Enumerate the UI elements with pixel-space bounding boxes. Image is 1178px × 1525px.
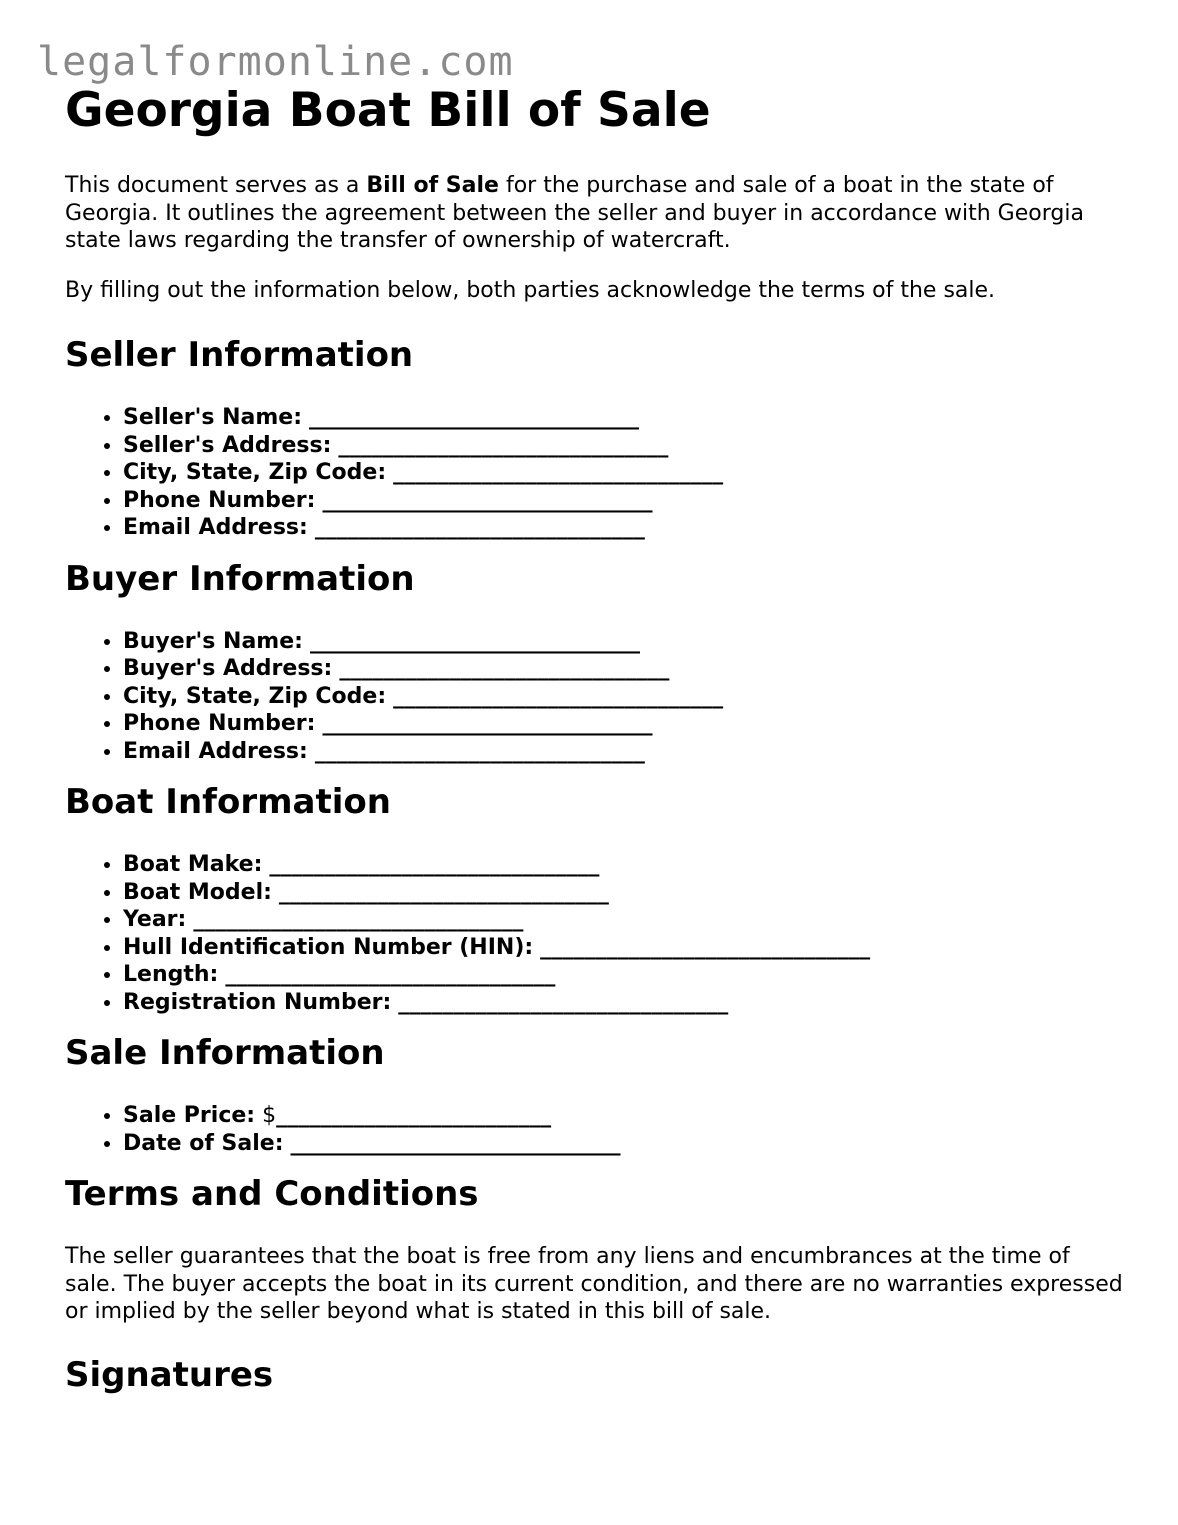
- sale-heading: Sale Information: [65, 1033, 385, 1073]
- signatures-heading: Signatures: [65, 1354, 274, 1395]
- field-label: Seller's Address:: [123, 432, 332, 458]
- fill-blank[interactable]: ______________________________: [314, 515, 645, 540]
- field-label: Buyer's Name:: [123, 628, 303, 654]
- boat-hin-field[interactable]: [123, 934, 1125, 962]
- acknowledge-paragraph: By filling out the information below, both parties acknowledge the terms of the sale.: [65, 277, 996, 303]
- buyer-heading: Buyer Information: [65, 558, 415, 599]
- fill-blank[interactable]: ______________________________: [322, 487, 653, 513]
- fill-blank[interactable]: ______________________________: [322, 711, 653, 736]
- fill-blank[interactable]: ______________________________: [290, 1130, 621, 1156]
- terms-heading: Terms and Conditions: [65, 1174, 479, 1214]
- fill-blank[interactable]: ______________________________: [278, 879, 609, 905]
- seller-address-field[interactable]: [123, 432, 1125, 460]
- boat-make-field[interactable]: [123, 851, 1125, 879]
- sale-field-list: [65, 1102, 1125, 1157]
- sale-price-field[interactable]: [123, 1102, 1125, 1130]
- fill-blank[interactable]: ______________________________: [314, 738, 645, 764]
- fill-blank[interactable]: ______________________________: [540, 934, 871, 960]
- fill-blank[interactable]: ______________________________: [338, 432, 669, 458]
- field-label: Phone Number:: [123, 487, 316, 513]
- field-label: Date of Sale:: [123, 1130, 284, 1156]
- buyer-address-field[interactable]: [123, 655, 1125, 683]
- fill-blank[interactable]: ______________________________: [393, 683, 724, 709]
- fill-blank[interactable]: ______________________________: [269, 852, 600, 877]
- field-label: Sale Price:: [123, 1103, 256, 1128]
- field-label: Email Address:: [123, 738, 308, 764]
- seller-name-field[interactable]: [123, 404, 1125, 432]
- field-label: City, State, Zip Code:: [123, 460, 387, 485]
- field-label: City, State, Zip Code:: [123, 683, 387, 709]
- seller-heading: Seller Information: [65, 335, 414, 375]
- field-label: Boat Model:: [123, 879, 272, 905]
- buyer-email-field[interactable]: [123, 738, 1125, 766]
- fill-blank[interactable]: ______________________________: [225, 962, 556, 987]
- buyer-name-field[interactable]: [123, 628, 1125, 656]
- seller-field-list: [65, 404, 1125, 542]
- dollar-sign: $: [262, 1103, 277, 1128]
- watermark: legalformonline.com: [37, 39, 514, 85]
- field-label: Length:: [123, 962, 219, 987]
- buyer-field-list: [65, 628, 1125, 766]
- fill-blank[interactable]: ______________________________: [398, 989, 729, 1015]
- fill-blank[interactable]: ______________________________: [193, 907, 524, 932]
- intro-bold-text: Bill of Sale: [366, 173, 499, 198]
- fill-blank[interactable]: ______________________________: [309, 405, 640, 430]
- intro-text-after: for the purchase and sale of a boat in the state of Georgia. It outlines the agreement between the seller and buyer in accordance with Georgia state laws regarding the transfer of ownership of watercraft.: [65, 173, 1084, 253]
- buyer-city-state-zip-field[interactable]: [123, 683, 1125, 711]
- fill-blank[interactable]: _________________________: [276, 1103, 552, 1128]
- field-label: Year:: [123, 907, 187, 932]
- buyer-phone-field[interactable]: [123, 710, 1125, 738]
- intro-paragraph: [65, 172, 1125, 255]
- page-title: Georgia Boat Bill of Sale: [65, 83, 711, 138]
- intro-text-before: This document serves as a: [65, 173, 367, 198]
- field-label: Registration Number:: [123, 989, 392, 1015]
- field-label: Seller's Name:: [123, 405, 303, 430]
- field-label: Email Address:: [123, 515, 308, 540]
- boat-heading: Boat Information: [65, 782, 391, 822]
- fill-blank[interactable]: ______________________________: [339, 656, 670, 681]
- seller-phone-field[interactable]: [123, 487, 1125, 515]
- boat-model-field[interactable]: [123, 879, 1125, 907]
- sale-date-field[interactable]: [123, 1130, 1125, 1158]
- fill-blank[interactable]: ______________________________: [309, 628, 640, 654]
- boat-field-list: [65, 851, 1125, 1016]
- boat-year-field[interactable]: [123, 906, 1125, 934]
- field-label: Hull Identification Number (HIN):: [123, 934, 534, 960]
- fill-blank[interactable]: ______________________________: [393, 460, 724, 485]
- field-label: Phone Number:: [123, 711, 316, 736]
- boat-registration-field[interactable]: [123, 989, 1125, 1017]
- seller-city-state-zip-field[interactable]: [123, 459, 1125, 487]
- document: [65, 82, 1125, 1424]
- field-label: Buyer's Address:: [123, 656, 333, 681]
- boat-length-field[interactable]: [123, 961, 1125, 989]
- seller-email-field[interactable]: [123, 514, 1125, 542]
- terms-paragraph: The seller guarantees that the boat is free from any liens and encumbrances at the time of sale. The buyer accepts the boat in its current condition, and there are no warranties expressed or implied by the seller beyond what is stated in this bill of sale.: [65, 1244, 1123, 1324]
- field-label: Boat Make:: [123, 852, 263, 877]
